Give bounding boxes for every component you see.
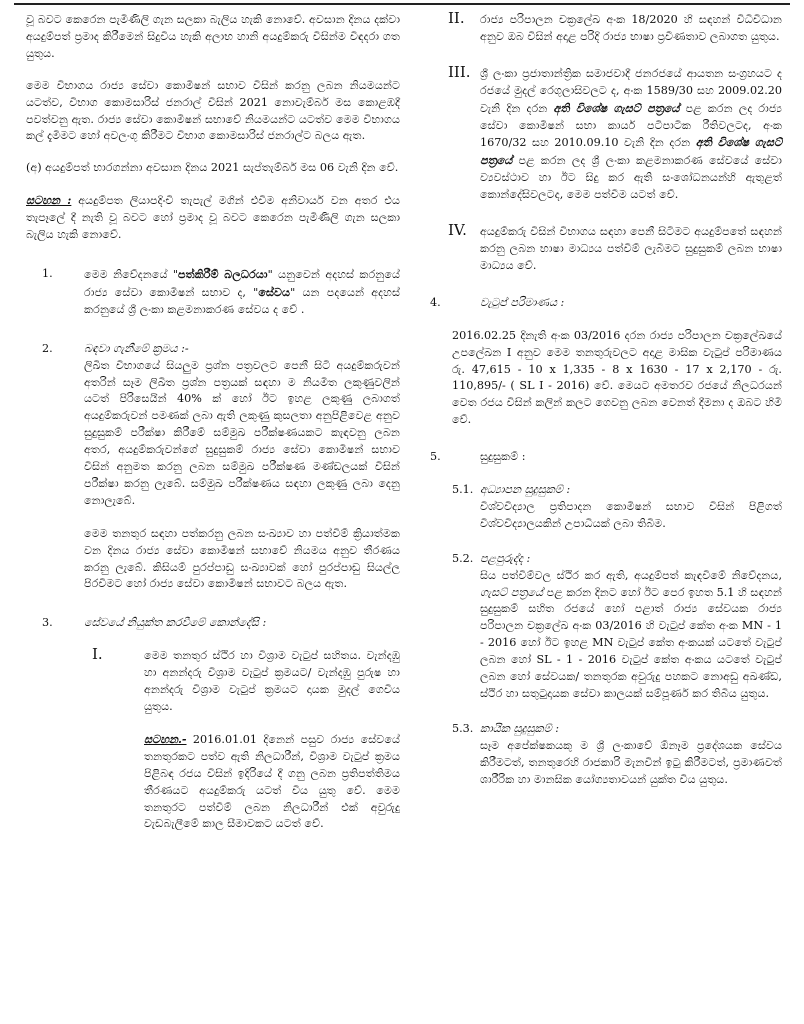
qualification-5-1	[430, 482, 782, 533]
term-service: සේවය	[258, 284, 291, 299]
section-number: 5.	[430, 450, 441, 464]
section-4-title: වැටුප් පරිමාණය :	[480, 295, 565, 309]
paragraph-late-applications: වූ බවට කෙරෙන පැමිණිලි ගැන සලකා බැලිය හැකි නොවේ. අවසාන දිනය දක්වා අයදුම්පත් ප්‍රමාද කිරීමෙන් සිදුවිය හැකි අලාභ හානි අයදුම්කරු විසින්ම විඳදරා ගත යුතුය.	[26, 13, 400, 60]
condition-ii	[430, 9, 782, 46]
condition-iv	[430, 221, 782, 275]
condition-ii-text: රාජ්‍ය පරිපාලන චක්‍රලේඛ අංක 18/2020 හි සඳහන් විධිවිධාන අනුව ඔබ විසින් අදාළ පරිදි රාජ්‍ය භාෂා ප්‍රවීණතාව ලබාගත යුතුය.	[480, 13, 782, 43]
subsection-title: අධ්‍යාපන සුදුසුකම් :	[480, 483, 571, 497]
section-number: 3.	[42, 616, 53, 630]
section-2-paragraph-1: ලිඛිත විභාගයේ සියලුම ප්‍රශ්න පත්‍රවලට පෙනී සිටි අයදුම්කරුවන් අතරින් සෑම ලිඛිත ප්‍රශ්න පත්‍රයක් සඳහා ම නියමිත ලකුණුවලින් යටත් පිරිසෙයින් 40% ක් හෝ ඊට ඉහළ ලකුණු ලබාගත් අයදුම්කරුවන් පමණක් ලබා ඇති ලකුණු කුසලතා අනුපිළිවෙළ අනුව සුදුසුකම් පරීක්ෂා කිරීමේ සම්මුඛ පරීක්ෂණයකට කැඳවනු ලබන අතර, අයදුම්කරුවන්ගේ සුදුසුකම් රාජ්‍ය සේවා කොමිෂන් සභාව විසින් අනුමත කරනු ලබන සම්මුඛ පරීක්ෂණ මණ්ඩලයක් විසින් පරීක්ෂා කරනු ලැබේ. සම්මුඛ පරීක්ෂණය සඳහා ලකුණු ලබා දෙනු නොලැබේ.	[84, 358, 400, 507]
note-label: සටහන :	[26, 193, 72, 208]
subsection-text: සෑම අපේක්ෂකයකු ම ශ්‍රී ලංකාවේ ඕනෑම ප්‍රදේශයක සේවය කිරීමටත්, තනතුරෙහි රාජකාරි මැනවින් ඉටු කිරීමටත්, ප්‍රමාණවත් ශාරීරික හා මානසික යෝග්‍යතාවයන් යුක්ත විය යුතුය.	[480, 738, 782, 786]
section-number: 1.	[42, 266, 53, 280]
subsection-text: විශ්වවිද්‍යාල ප්‍රතිපාදන කොමිෂන් සභාව විසින් පිළිගත් විශ්වවිද්‍යාලයකින් උපාධියක් ලබා තිබීම.	[480, 499, 782, 530]
section-2-paragraph-2: මෙම තනතුර සඳහා පත්කරනු ලබන සංඛ්‍යාව හා පත්වීම් ක්‍රියාත්මක වන දිනය රාජ්‍ය සේවා කොමිෂන් සභාවේ නියමය අනුව තීරණය කරනු ලැබේ. කිසියම් පුරප්පාඩු සංඛ්‍යාවක් හෝ පුරප්පාඩු සියල්ල පිරවීමට හෝ රාජ්‍ය සේවා කොමිෂන් සභාවට බලය ඇත.	[84, 526, 400, 591]
gazette-reference: අති විශේෂ ගැසට් පත්‍රයේ	[480, 135, 782, 168]
section-1-definitions	[26, 266, 400, 319]
gazette-reference: අති විශේෂ ගැසට් පත්‍රයේ	[553, 100, 680, 115]
condition-i	[26, 645, 400, 716]
left-column	[26, 12, 400, 833]
section-number: 2.	[42, 341, 53, 355]
condition-i-text: මෙම තනතුර ස්ථිර හා විශ්‍රාම වැටුප් සහිතය. වැන්දඹු හා අනන්දරු විශ්‍රාම වැටුප් ක්‍රමයට/ වැන්දඹු පුරුෂ හා අනන්දරු විශ්‍රාම වැටුප් ක්‍රමයට දායක මුදල් ගෙවිය යුතුය.	[144, 649, 400, 713]
condition-iv-text: අයදුම්කරු විසින් විභාගය සඳහා පෙනී සිටීමට අයදුම්පතේ සඳහන් කරනු ලබන භාෂා මාධ්‍යය පත්වීම් ලැබීමට සුදුසුකම් ලබන භාෂා මාධ්‍යය වේ.	[480, 225, 782, 272]
roman-numeral: I.	[92, 645, 103, 664]
subsection-number: 5.3.	[452, 721, 474, 735]
section-1-text: මෙම නිවේදනයේ "පත්කිරීම් බලධරයා" යනුවෙන් අදහස් කරනුයේ රාජ්‍ය සේවා කොමිෂන් සභාව ද, "සේවය" යන පදයෙන් අදහස් කරනුයේ ශ්‍රී ලංකා කළමනාකරණ සේවය ද වේ .	[84, 266, 400, 316]
note-pension	[26, 731, 400, 833]
subsection-text: සිය පත්වීම්වල ස්ථිර කර ඇති, අයදුම්පත් කැඳවීමේ නිවේදනය, ගැසට් පත්‍රයේ පළ කරන දිනට හෝ ඊට පෙර ඉහත 5.1 හි සඳහන් සුදුසුකම් සහිත රජයේ හෝ පළාත් රාජ්‍ය සේවයක රාජ්‍ය පරිපාලන චක්‍රලේඛ අංක 03/2016 හි වැටුප් කේත අංක MN - 1 - 2016 හෝ ඊට ඉහළ MN වැටුප් කේත අංකයක් යටතේ වැටුප් ලබන හෝ SL - 1 - 2016 වැටුප් කේත අංකය යටතේ වැටුප් ලබන හෝ සේවයක/ තනතුරක අවුරුදු පහකට නොඅඩු අඛණ්ඩ, ස්ථිර හා සතුටුදායක සේවා කාලයක් සම්පූර්ණ කර තිබිය යුතුය.	[480, 568, 782, 700]
subsection-title: කායික සුදුසුකම් :	[480, 721, 559, 735]
section-3-title: සේවයේ නියුක්ත කරවීමේ කොන්දේසි :	[84, 616, 267, 630]
section-5-title: සුදුසුකම් :	[480, 450, 526, 464]
top-rule	[14, 3, 790, 5]
qualification-5-2	[430, 551, 782, 703]
subsection-title: පළපුරුද්ද :	[480, 551, 531, 565]
salary-scale-text: 2016.02.25 දිනැති අංක 03/2016 දරන රාජ්‍ය පරිපාලන චක්‍රලේඛයේ උපලේඛන I අනුව මෙම තනතුරුවලට අදාළ මාසික වැටුප් පරිමාණය රු. 47,615 - 10 x 1,335 - 8 x 1630 - 17 x 2,170 - රු. 110,895/- ( SL I - 2016) වේ. මෙයට අමතරව රජයේ නිලධරයන් වෙත රජය විසින් කලින් කලට ගෙවනු ලබන වෙනත් දීමනා ද ඔබට හිමි වේ.	[452, 328, 782, 427]
section-2-title: බඳවා ගැනීමේ ක්‍රමය :-	[84, 341, 189, 355]
note-label: සටහන.-	[144, 731, 187, 746]
section-3-conditions	[26, 615, 400, 632]
qualification-5-3	[430, 721, 782, 789]
subsection-number: 5.1.	[452, 483, 474, 497]
paragraph-exam-schedule: මෙම විභාගය රාජ්‍ය සේවා කොමිෂන් සභාව විසින් කරනු ලබන නියමයන්ට යටත්ව, විභාග කොමසාරිස් ජනරාල් විසින් 2021 නොවැම්බර් මස කොළඹදී පවත්වනු ඇත. රාජ්‍ය සේවා කොමිෂන් සභාවේ නියමයන්ට යටත්ව මෙම විභාගය කල් දැමීමට හෝ අවලංගු කිරීමට විභාග කොමසාරිස් ජනරාල්ට බලය ඇත.	[26, 78, 400, 143]
term-appointing-authority: පත්කිරීම් බලධරයා	[178, 266, 268, 281]
roman-numeral: IV.	[448, 221, 467, 240]
right-column	[430, 9, 782, 789]
subsection-number: 5.2.	[452, 551, 474, 565]
section-4-salary	[430, 295, 782, 312]
gazette-reference: ගැසට් පත්‍රයේ	[480, 585, 544, 599]
paragraph-closing-date: (අ) අයදුම්පත් භාරගන්නා අවසාන දිනය 2021 සැප්තැම්බර් මස 06 වැනි දින වේ.	[26, 161, 399, 175]
note-registered-post	[26, 192, 400, 244]
section-2-recruitment	[26, 341, 400, 594]
section-5-qualifications	[430, 449, 782, 466]
condition-iii-text: ශ්‍රී ලංකා ප්‍රජාතාන්ත්‍රික සමාජවාදී ජනරජයේ ආයතන සංග්‍රහයට ද රජයේ මුදල් රෙගුලාසිවලට ද, අංක 1589/30 සහ 2009.02.20 වැනි දින දරන අති විශේෂ ගැසට් පත්‍රයේ පළ කරන ලද රාජ්‍ය සේවා කොමිෂන් සභා කාර්ය පටිපාටික රීතිවලටද, අංක 1670/32 සහ 2010.09.10 වැනි දින දරන අති විශේෂ ගැසට් පත්‍රයේ පළ කරන ලද ශ්‍රී ලංකා කළමනාකරණ සේවයේ සේවා ව්‍යවස්ථාව හා ඊට සිදු කර ඇති සංශෝධනයන්හි ඇතුළත් කොන්දේසිවලටද, මෙම පත්වීම යටත් වේ.	[480, 66, 782, 202]
roman-numeral: III.	[448, 62, 471, 81]
note-text: අයදුම්පත ලියාපදිංචි තැපැල් මගින් එවීම අනිවාර්ය වන අතර එය තැපෑලේ දී නැති වූ බවට හෝ ප්‍රමාද වූ බවට කෙරෙන පැමිණිලි ගැන සලකා බැලිය හැකි නොවේ.	[26, 194, 400, 242]
roman-numeral: II.	[448, 9, 465, 27]
condition-iii	[430, 62, 782, 204]
section-number: 4.	[430, 295, 441, 309]
note-pension-text: සටහන.- 2016.01.01 දිනෙන් පසුව රාජ්‍ය සේවයේ තනතුරකට පත්ව ඇති නිලධාරීන්, විශ්‍රාම වැටුප් ක්‍රමය පිළිබඳ රජය විසින් ඉදිරියේ දී ගනු ලබන ප්‍රතිපත්තිමය තීරණයට අයදුම්කරු යටත් විය යුතු වේ. මෙම තනතුරට පත්වීම් ලබන නිලධාරීන් එක් අවුරුදු වැඩබැලීමේ කාල සීමාවකට යටත් වේ.	[144, 731, 400, 831]
